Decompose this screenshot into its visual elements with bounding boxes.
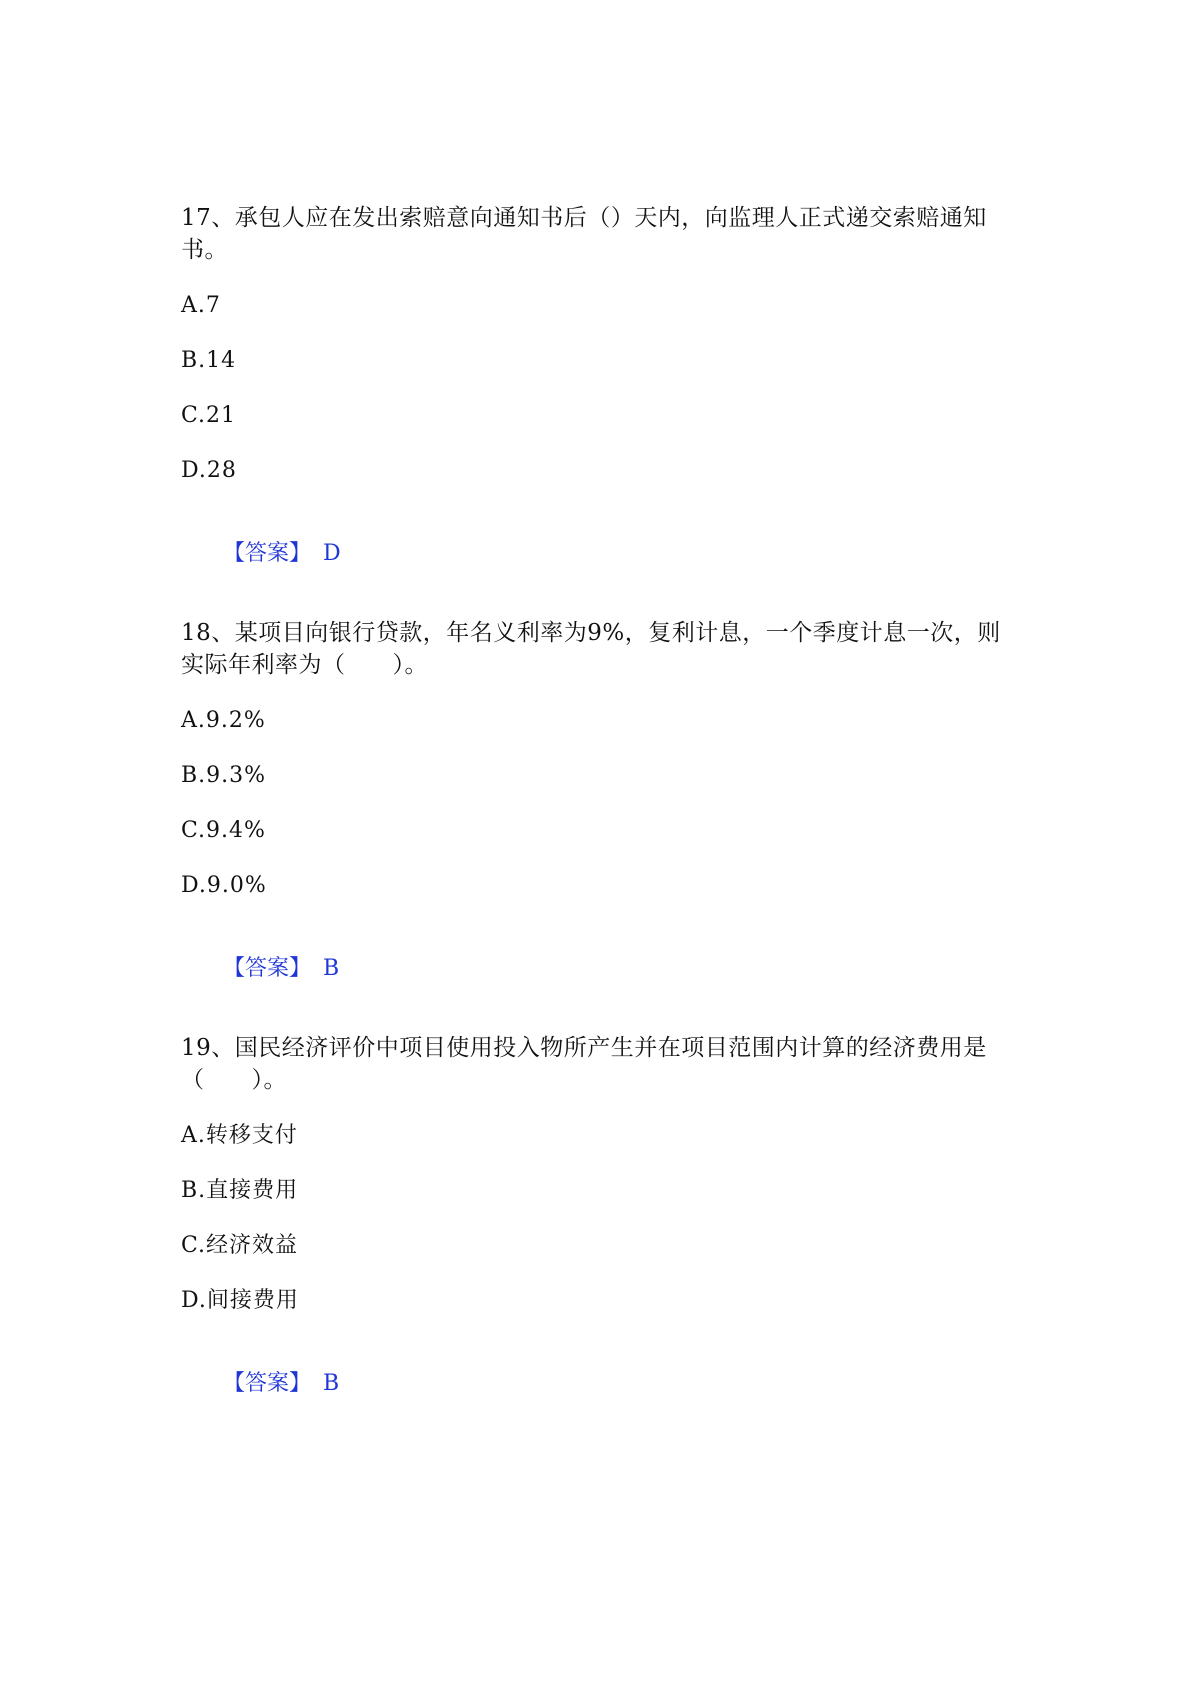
question-19: [181, 1032, 1021, 1396]
answer-label: 【答案】: [222, 1371, 311, 1396]
option-c: C.21: [181, 403, 237, 428]
question-text: 19、国民经济评价中项目使用投入物所产生并在项目范围内计算的经济费用是（ ）。: [181, 1035, 987, 1093]
question-17: [181, 202, 1021, 566]
question-text: 17、承包人应在发出索赔意向通知书后（）天内，向监理人正式递交索赔通知书。: [181, 205, 987, 263]
question-text: 18、某项目向银行贷款，年名义利率为9%，复利计息，一个季度计息一次，则实际年利率为（ ）。: [181, 620, 1001, 678]
answer-label: 【答案】: [222, 956, 311, 981]
answer-label: 【答案】: [222, 541, 311, 566]
question-18: [181, 617, 1021, 981]
answer-value: D: [322, 541, 341, 566]
option-a: A.9.2%: [181, 708, 266, 733]
option-a: A.转移支付: [181, 1123, 298, 1148]
answer-value: B: [322, 956, 340, 981]
answer-line: [181, 1342, 339, 1426]
option-c: C.9.4%: [181, 818, 266, 843]
option-b: B.9.3%: [181, 763, 267, 788]
option-b: B.14: [181, 348, 237, 373]
option-b: B.直接费用: [181, 1178, 299, 1203]
option-a: A.7: [181, 293, 221, 318]
option-d: D.间接费用: [181, 1288, 299, 1313]
option-c: C.经济效益: [181, 1233, 299, 1258]
option-d: D.9.0%: [181, 873, 267, 898]
answer-line: [181, 927, 339, 1011]
answer-line: [181, 512, 341, 596]
option-d: D.28: [181, 458, 237, 483]
answer-value: B: [322, 1371, 340, 1396]
